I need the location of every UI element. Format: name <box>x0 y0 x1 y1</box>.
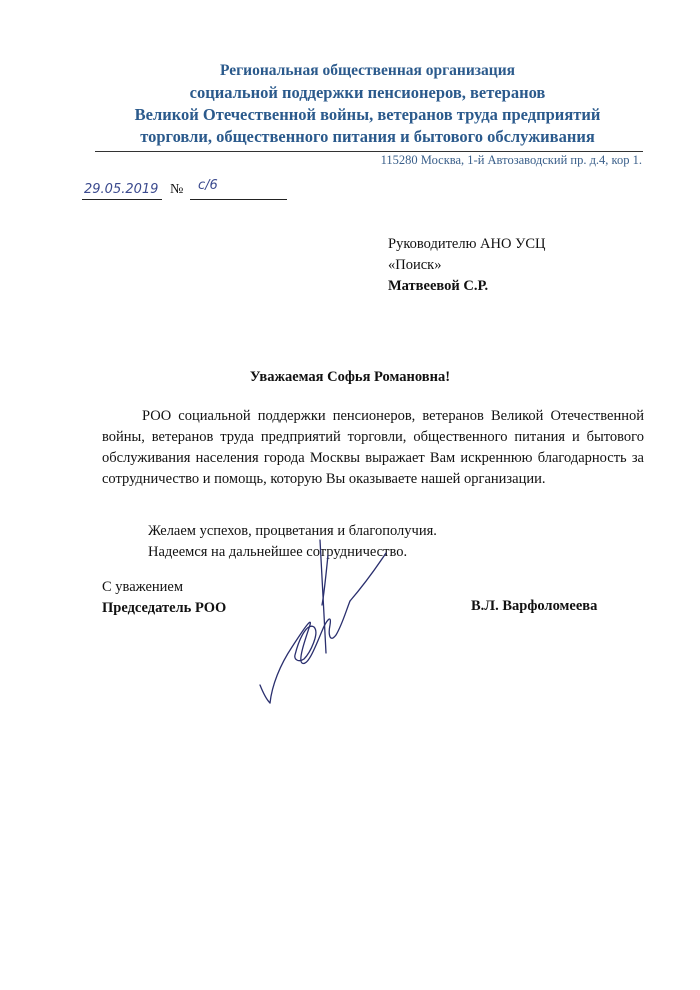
letterhead-line-3: Великой Отечественной войны, ветеранов труда предприятий <box>134 105 601 124</box>
wishes-line-1: Желаем успехов, процветания и благополучия. <box>148 523 437 539</box>
addressee-name: Матвеевой С.Р. <box>388 278 489 294</box>
signer-name: В.Л. Варфоломеева <box>471 598 598 614</box>
registration-number: с/6 <box>198 178 218 193</box>
handwritten-signature <box>250 535 410 715</box>
closing-regards: С уважением <box>102 579 184 595</box>
letterhead-line-2: социальной поддержки пенсионеров, ветеранов <box>189 83 546 102</box>
letterhead-line-4: торговли, общественного питания и бытового обслуживания <box>140 127 595 146</box>
closing-position: Председатель РОО <box>102 600 227 616</box>
letter-body: РОО социальной поддержки пенсионеров, ветеранов Великой Отечественной войны, ветеранов труда предприятий торговли, общественного питания и бытового обслуживания населения города Москвы выражает Вам искреннюю благодарность за сотрудничество и помощь, которую Вы оказываете нашей организации. <box>102 408 644 487</box>
letterhead-divider <box>95 151 643 152</box>
signature-stroke-cross <box>322 555 328 605</box>
closing-block <box>102 577 226 619</box>
date-underline <box>82 199 162 200</box>
organization-address: 115280 Москва, 1-й Автозаводский пр. д.4, кор 1. <box>380 153 642 167</box>
salutation: Уважаемая Софья Романовна! <box>249 369 451 385</box>
signature-stroke-tail <box>260 685 270 703</box>
addressee-block <box>388 234 546 297</box>
addressee-organization: «Поиск» <box>388 257 442 273</box>
signature-stroke-loop <box>295 626 316 660</box>
letterhead-line-1: Региональная общественная организация <box>219 62 516 79</box>
addressee-position: Руководителю АНО УСЦ <box>388 236 546 252</box>
signature-stroke-flourish <box>350 553 386 601</box>
registration-line <box>82 180 287 202</box>
letterhead <box>95 60 640 148</box>
number-underline <box>190 199 287 200</box>
wishes-line-2: Надеемся на дальнейшее сотрудничество. <box>148 544 408 560</box>
registration-date: 29.05.2019 <box>84 182 159 197</box>
registration-number-sign: № <box>170 182 184 197</box>
